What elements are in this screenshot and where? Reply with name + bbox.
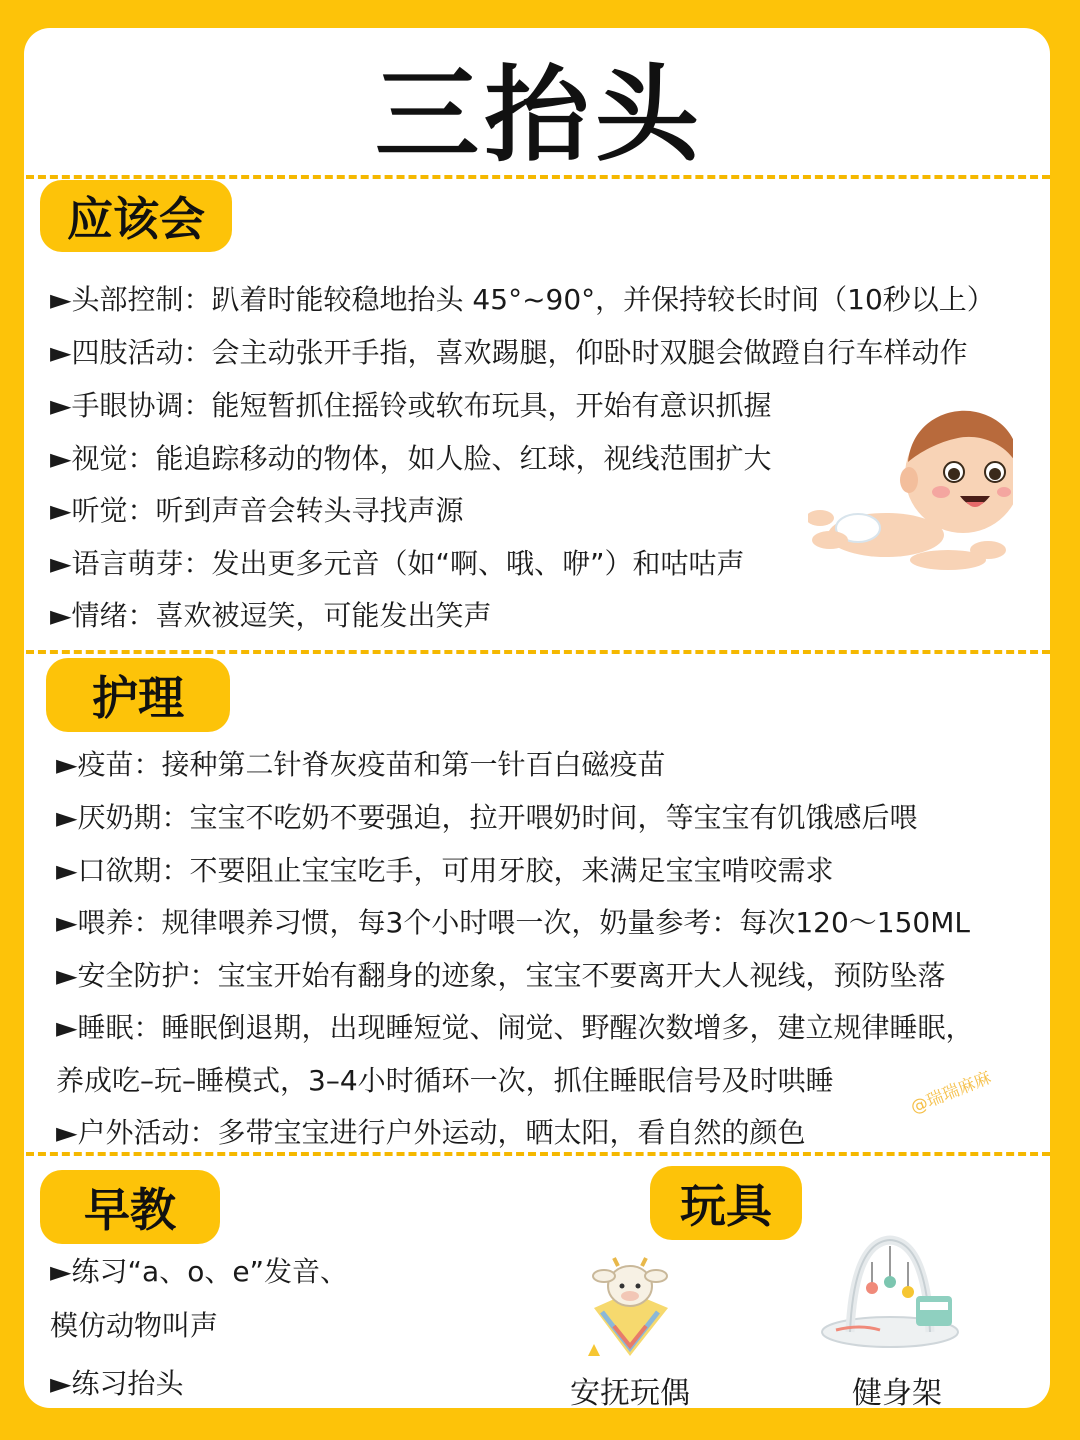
section-label-toys: 玩具 bbox=[650, 1166, 802, 1240]
section-label-early: 早教 bbox=[40, 1170, 220, 1244]
should-item: ►头部控制：趴着时能较稳地抬头 45°~90°，并保持较长时间（10秒以上） bbox=[50, 283, 995, 316]
page-title: 三抬头 bbox=[374, 54, 705, 176]
should-item: ►听觉：听到声音会转头寻找声源 bbox=[50, 494, 464, 527]
toy-name: 安抚玩偶 bbox=[570, 1376, 690, 1411]
divider bbox=[26, 650, 1050, 654]
baby-illustration bbox=[808, 400, 1013, 585]
should-item: ►四肢活动：会主动张开手指，喜欢踢腿，仰卧时双腿会做蹬自行车样动作 bbox=[50, 336, 968, 369]
care-item: 养成吃–玩–睡模式，3–4小时循环一次，抓住睡眠信号及时哄睡 bbox=[56, 1064, 834, 1097]
care-item: ►疫苗：接种第二针脊灰疫苗和第一针百白磁疫苗 bbox=[56, 748, 666, 781]
care-item: ►睡眠：睡眠倒退期，出现睡短觉、闹觉、野醒次数增多，建立规律睡眠， bbox=[56, 1011, 974, 1044]
should-item: ►视觉：能追踪移动的物体，如人脸、红球，视线范围扩大 bbox=[50, 442, 772, 475]
should-item: ►语言萌芽：发出更多元音（如“啊、哦、咿”）和咕咕声 bbox=[50, 547, 745, 580]
should-item: ►情绪：喜欢被逗笑，可能发出笑声 bbox=[50, 599, 492, 632]
early-item: ►练习抬头 bbox=[50, 1367, 184, 1400]
care-item: ►喂养：规律喂养习惯，每3个小时喂一次，奶量参考：每次120～150ML bbox=[56, 906, 970, 939]
divider bbox=[26, 175, 1050, 179]
care-item: ►厌奶期：宝宝不吃奶不要强迫，拉开喂奶时间，等宝宝有饥饿感后喂 bbox=[56, 801, 918, 834]
early-item: 模仿动物叫声 bbox=[50, 1309, 219, 1342]
care-item: ►安全防护：宝宝开始有翻身的迹象，宝宝不要离开大人视线，预防坠落 bbox=[56, 959, 946, 992]
toy-name: 健身架 bbox=[852, 1376, 942, 1411]
watermark: @瑞瑞麻麻 bbox=[907, 1067, 995, 1119]
plush-toy-icon bbox=[574, 1256, 686, 1364]
care-item: ►户外活动：多带宝宝进行户外运动，晒太阳，看自然的颜色 bbox=[56, 1116, 806, 1149]
care-item: ►口欲期：不要阻止宝宝吃手，可用牙胶，来满足宝宝啃咬需求 bbox=[56, 854, 834, 887]
should-item: ►手眼协调：能短暂抓住摇铃或软布玩具，开始有意识抓握 bbox=[50, 389, 772, 422]
section-label-should: 应该会 bbox=[40, 180, 232, 252]
early-item: ►练习“a、o、e”发音、 bbox=[50, 1255, 349, 1288]
section-label-care: 护理 bbox=[46, 658, 230, 732]
divider bbox=[26, 1152, 1050, 1156]
baby-gym-icon bbox=[820, 1232, 960, 1350]
